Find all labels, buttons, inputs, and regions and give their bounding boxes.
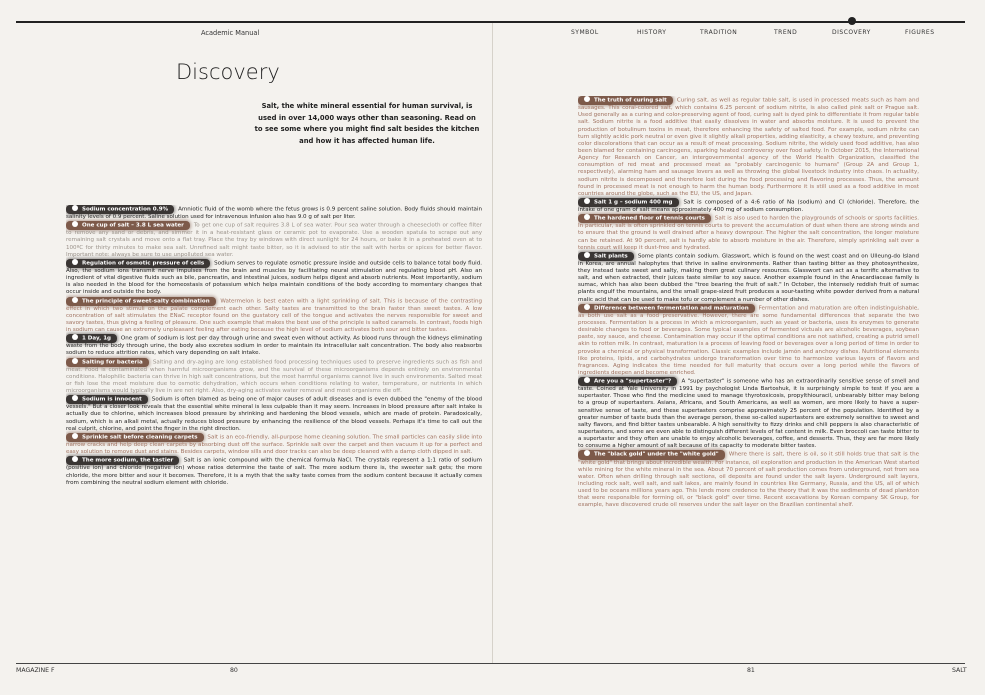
entry-heading-pill	[66, 456, 179, 465]
entry-heading-pill	[578, 198, 679, 207]
brand-label: Academic Manual	[201, 29, 260, 37]
bullet-dot-icon	[72, 433, 78, 439]
intro-paragraph: Salt, the white mineral essential for human survival, is used in over 14,000 ways other than seasoning. Read on to see some where you might find salt besides the kitchen and how it has affected human life.	[254, 102, 480, 145]
bullet-dot-icon	[584, 377, 590, 383]
entry-heading-pill	[66, 334, 117, 343]
entry-heading-pill	[578, 377, 677, 386]
bullet-dot-icon	[584, 96, 590, 102]
entry-the-black-gold-under-the-white-gold	[578, 450, 919, 509]
entry-heading-pill	[578, 304, 755, 313]
bullet-dot-icon	[584, 214, 590, 220]
entry-heading-pill	[66, 221, 190, 230]
entry-body: Fermentation and maturation are often indistinguishable, as both use salt as a food preservative. However, there are some fundamental differences that separate the two processes. Fermentation is a process in which a microorganism, such as yeast or bacteria, uses its enzymes to generate desirable changes to food or beverages. Some typical examples of fermented victuals are alcoholic beverages, soybean paste, soy sauce, and cheese. Contamination may occur if the optimal conditions are not satisfied, creating a putrid smell akin to rotten milk. In contrast, maturation is a process of leaving food or beverages over a long period of time in order to provoke a chemical or physical transformation. Classic examples include jamón and anchovy dishes. Nutritional elements like proteins, lipids, and carbohydrates undergo transformation over time to harmonize various layers of flavors and fragrances. Aging indicates the time needed for full maturity that occurs over a long period while the flavors of ingredients deepen and become enriched.	[578, 305, 919, 376]
bullet-dot-icon	[584, 198, 590, 204]
entry-body: Salting and dry-aging are long established food processing techniques used to preserve ingredients such as fish and meat. Food is contaminated when harmful microorganisms grow, and the survival of these microorganisms depends entirely on environmental conditions. Halophilic bacteria can thrive in high salt concentrations, but the most harmful organisms cannot live in such environments. Salted meat or fish lose the most moisture due to osmotic dehydration, which occurs when conditions relating to water, temperature, or nutrients in which microorganisms would typically live in are not right. Also, dry-aging activates water removal and most organisms die off.	[66, 359, 482, 395]
entry-heading-pill	[578, 214, 711, 223]
entry-sodium-is-innocent	[66, 395, 482, 433]
page-number-left: 80	[230, 667, 238, 674]
entry-heading: Salt 1 g – sodium 400 mg	[594, 199, 673, 206]
entry-heading: 1 Day, 1g	[82, 335, 112, 342]
entry-the-hardened-floor-of-tennis-courts	[578, 214, 919, 252]
section-name: SALT	[952, 667, 967, 674]
entry-heading-pill	[66, 259, 210, 268]
entry-heading: Difference between fermentation and maturation	[594, 305, 749, 312]
magazine-name: MAGAZINE F	[16, 667, 55, 674]
footer-rule	[16, 663, 965, 664]
entry-heading-pill	[66, 395, 148, 404]
bullet-dot-icon	[72, 297, 78, 303]
entry-heading-pill	[66, 433, 204, 442]
entry-body: Salt is an eco-friendly, all-purpose home cleaning solution. The small particles can easily slide into narrow cracks and help deep clean carpets by absorbing dust off the surface. Sprinkle salt over the carpet and then vacuum it up for a perfect and easy solution to remove dust and stains. Besides carpets, window sills and door tracks can also be deep cleaned with a damp cloth dipped in salt.	[66, 434, 482, 456]
page-gutter	[492, 23, 493, 663]
entry-heading: One cup of salt – 3.8 L sea water	[82, 222, 184, 229]
bullet-dot-icon	[584, 304, 590, 310]
bullet-dot-icon	[72, 259, 78, 265]
entry-heading-pill	[66, 205, 174, 214]
entry-body: Where there is salt, there is oil, so it still holds true that salt is the "white gold" that brings about incredible wealth. For instance, oil exploration and production in the American West started while mining for the white mineral in the sea. About 70 percent of salt production comes from underground, not from sea water. Often when drilling through salt sections, oil deposits are found under the salt layers. Underground salt layers, including rock salt, well salt, and salt lakes, are mainly found in countries like Germany, Russia, and the US, all of which used to be oceans millions years ago. This lends more credence to the theory that it was the sediments of dead plankton that were responsible for forming oil, or "black gold" over time. Recent excavations by Korean company SK Group, for example, have discovered crude oil reserves under the salt layer on the Brazilian continental shelf.	[578, 451, 919, 509]
bullet-dot-icon	[72, 358, 78, 364]
nav-trend[interactable]: TREND	[774, 29, 798, 36]
entry-heading: Sprinkle salt before cleaning carpets	[82, 434, 198, 441]
entry-heading-pill	[578, 96, 673, 105]
entry-sodium-concentration-0-9	[66, 205, 482, 221]
bullet-dot-icon	[72, 456, 78, 462]
entry-heading: Salt plants	[594, 253, 628, 260]
entry-heading: The principle of sweet-salty combination	[82, 298, 210, 305]
entry-the-more-sodium-the-tastier	[66, 456, 482, 487]
entry-heading: Are you a "supertaster"?	[594, 378, 672, 385]
entry-heading: Salting for bacteria	[82, 359, 143, 366]
entry-heading: The truth of curing salt	[594, 97, 667, 104]
entry-heading: The hardened floor of tennis courts	[594, 215, 705, 222]
entry-body: One gram of sodium is lost per day through urine and sweat even without activity. As blood runs through the kidneys eliminating waste from the body through urine, the body also excretes sodium in order to maintain its intracellular salt concentration. The body also reabsorbs sodium to reduce attrition rates, which vary depending on salt intake.	[66, 335, 482, 357]
entry-heading-pill	[66, 297, 216, 306]
nav-discovery[interactable]: DISCOVERY	[832, 29, 871, 36]
entry-salting-for-bacteria	[66, 358, 482, 396]
bullet-dot-icon	[72, 221, 78, 227]
entry-regulation-of-osmotic-pressure-of-cells	[66, 259, 482, 297]
bullet-dot-icon	[72, 334, 78, 340]
nav-history[interactable]: HISTORY	[637, 29, 667, 36]
entry-body: Amniotic fluid of the womb where the fetus grows is 0.9 percent saline solution. Body fluids should maintain salinity levels of 0.9 percent. Saline solution used for intravenous infusion also has 9.0 g of salt per liter.	[66, 206, 482, 221]
entry-heading: Regulation of osmotic pressure of cells	[82, 260, 205, 267]
entry-the-principle-of-sweet-salty-combination	[66, 297, 482, 335]
entry-body: Sodium serves to regulate osmotic pressure inside and outside cells to balance total body fluid. Also, the sodium ions transmit nerve impulses from the brain and muscles by facilitating neural stimulation and regulating blood pH. Also an ingredient of vital digestive fluids such as bile, pancreatin, and intestinal juices, sodium helps digest and absorb nutrients. Most importantly, sodium is also needed in the blood for the homeostasis of potassium which helps maintain conditions of the body according to momentary changes that occur inside and outside the body.	[66, 260, 482, 296]
entry-difference-between-fermentation-and-maturation	[578, 304, 919, 377]
entry-heading: The more sodium, the tastier	[82, 457, 174, 464]
active-section-marker	[848, 17, 856, 25]
entry-body: Sodium is often blamed as being one of major causes of adult diseases and is even dubbed the "enemy of the blood vessels." But a closer look reveals that the essential white mineral is less culpable than it may seem. Increases in blood pressure after salt intake is actually due to chlorine, which increases blood pressure by shrinking and hardening the blood vessels, which are made of protein. Paradoxically, sodium, which is an alkali metal, actually reduces blood pressure by enhancing the resilience of the blood vessels. Perhaps it's time to call out the real culprit, chlorine, and point the finger in the right direction.	[66, 396, 482, 432]
page-number-right: 81	[747, 667, 755, 674]
entry-body: Salt is an ionic compound with the chemical formula NaCl. The crystals represent a 1:1 ratio of sodium (positive ion) and chloride (negative ion) whose ratios determine the taste of salt. The more sodium there is, the sweeter salt gets; the more chloride, the more bitter and sour it becomes. Therefore, it is a myth that the salty taste comes from the sodium content because it actually comes from combining the neutral sodium element with chloride.	[66, 457, 482, 486]
entry-1-day-1g	[66, 334, 482, 357]
nav-symbol[interactable]: SYMBOL	[571, 29, 599, 36]
entry-body: Some plants contain sodium. Glasswort, which is found on the west coast and on Ulleung-do Island in Korea, are annual halophytes that thrive in saline environments. Rather than tasting bitter as they photosynthesize, they instead taste sweet and salty, making them great culinary resources. Glasswort can act as a terrific alternative to salt, and when extracted, their juices taste similar to soy sauce. Another example found in the Anacardiaceae family is sumac, which has also been dubbed the "tree bearing the fruit of salt." In October, the intensely reddish fruit of sumac plants engulf the mountains, and the small grape-sized fruit produces a sour-tasting white powder derived from a natural malic acid that can be used to make tofu or complement a number of other dishes.	[578, 253, 919, 303]
entry-heading-pill	[578, 252, 634, 261]
nav-figures[interactable]: FIGURES	[905, 29, 935, 36]
entry-heading-pill	[66, 358, 149, 367]
entry-heading: The "black gold" under the "white gold"	[594, 451, 719, 458]
entry-heading: Sodium is innocent	[82, 396, 142, 403]
bullet-dot-icon	[584, 450, 590, 456]
right-column	[578, 96, 919, 660]
nav-tradition[interactable]: TRADITION	[700, 29, 738, 36]
entry-salt-1-g-sodium-400-mg	[578, 198, 919, 214]
entry-heading: Sodium concentration 0.9%	[82, 206, 169, 213]
page-title: Discovery	[176, 60, 280, 84]
entry-one-cup-of-salt-3-8-l-sea-water	[66, 221, 482, 259]
entry-are-you-a-supertaster	[578, 377, 919, 450]
entry-body: To get one cup of salt requires 3.8 L of sea water. Pour sea water through a cheesecloth or coffee filter to remove any sand or debris, and simmer it in a heat-resistant glass or ceramic pot to evaporate. Use a wooden spatula to scrape out any remaining salt crystals and move onto a flat tray. Place the tray by windows with direct sunlight for 24 hours, or bake it in a preheated oven at to 100ºC for thirty minutes to make sea salt. Unrefined salt might taste bitter, so it is advised to stir the salt with herbs or spices for better flavor. Important note: always be sure to use unpolluted sea water.	[66, 222, 482, 258]
entry-body: Salt is composed of a 4:6 ratio of Na (sodium) and Cl (chloride). Therefore, the intake of one gram of salt means approximately 400 mg of sodium consumption.	[578, 199, 919, 214]
entry-body: Salt is also used to harden the playgrounds of schools or sports facilities. In particular, salt is often sprinkled on tennis courts to prevent the accumulation of dust when there are strong winds and to ensure that the ground is well drained after a heavy downpour. The higher the salt concentration, the longer moisture can be retained. At 90 percent, salt is hardly able to absorb moisture in the air. Therefore, simply sprinkling salt over a tennis court will keep it dust-free and hydrated.	[578, 215, 919, 251]
entry-heading-pill	[578, 450, 725, 459]
entry-the-truth-of-curing-salt	[578, 96, 919, 198]
entry-body: Watermelon is best eaten with a light sprinkling of salt. This is because of the contrasting effect in which two stimuli on the palate complement each other. Salty tastes are transmitted to the brain faster than sweet tastes. A low concentration of salt stimulates the ENaC receptor found on the gustatory cell of the tongue and activates the nerves responsible for sweet and savory tastes, thus giving a feeling of pleasure. One such example that makes the best use of the principle is salted caramels. In contrast, foods high in sodium can cause an extremely unpleasant feeling after eating because the high level of sodium activates both sour and bitter tastes.	[66, 298, 482, 334]
left-column	[66, 205, 482, 660]
entry-sprinkle-salt-before-cleaning-carpets	[66, 433, 482, 456]
entry-body: Curing salt, as well as regular table salt, is used in processed meats such as ham and sausages. This coral-colored salt, which contains 6.25 percent of sodium nitrite, is also called pink salt or Prague salt. Used generally as a curing and color-preserving agent of food, curing salt is dyed pink to differentiate it from regular table salt. Sodium nitrite is a food additive that easily dissolves in water and absorbs moisture. It is used to prevent the production of botulinum toxins in meat, therefore enhancing the safety of salted food. For example, sodium nitrite can turn slightly acidic pork neutral or even give it slightly alkali properties, adding elasticity, a chewy texture, and preventing color discolorations that can occur as a result of meat processing. Sodium nitrite, the widely used food additive, has also been blamed for containing carcinogens, sparking heated controversy over food safety. In October 2015, the International Agency for Research on Cancer, an intergovernmental agency of the World Health Organization, classified the consumption of red meat and processed meat as "probably carcinogenic to humans" (Group 2A and Group 1, respectively), alarming ham and sausage lovers as well as throwing the global livestock industry into chaos. In actuality, sodium nitrite is decomposed and therefore lost during the food processing and flavoring processes. Thus, the amount found in processed meat is not enough to harm the human body. Furthermore it is still used as a food additive in most countries around the globe, such as the EU, the US, and Japan.	[578, 97, 919, 197]
bullet-dot-icon	[72, 395, 78, 401]
entry-body: A "supertaster" is someone who has an extraordinarily sensitive sense of smell and taste. Coined at Yale University in 1991 by psychologist Linda Bartoshuk, it is surprisingly simple to test if you are a supertaster. Those who find the medicine used to manage thyrotoxicosis, propylthiouracil, unbearably bitter may belong to a group of supertasters. Asians, Africans, and South Americans, as well as women, are more likely to have a super-sensitive sense of taste, and these supertasters comprise approximately 25 percent of the population. Identified by a greater number of taste buds than the average person, these so-called supertasters are extremely sensitive to sweet and salty flavors, and find bitter tastes unbearable. A high sensitivity to fizzy drinks and chili peppers is also characteristic of supertasters, and some are even able to distinguish different levels of fat content in milk. Even broccoli can taste bitter to a supertaster and they often are unable to enjoy alcoholic beverages, coffee, and desserts. Thus, they are far more likely to consume a higher amount of salt because of its capacity to moderate bitter tastes.	[578, 378, 919, 450]
bullet-dot-icon	[584, 252, 590, 258]
entry-salt-plants	[578, 252, 919, 304]
header-rule	[16, 21, 965, 23]
bullet-dot-icon	[72, 205, 78, 211]
